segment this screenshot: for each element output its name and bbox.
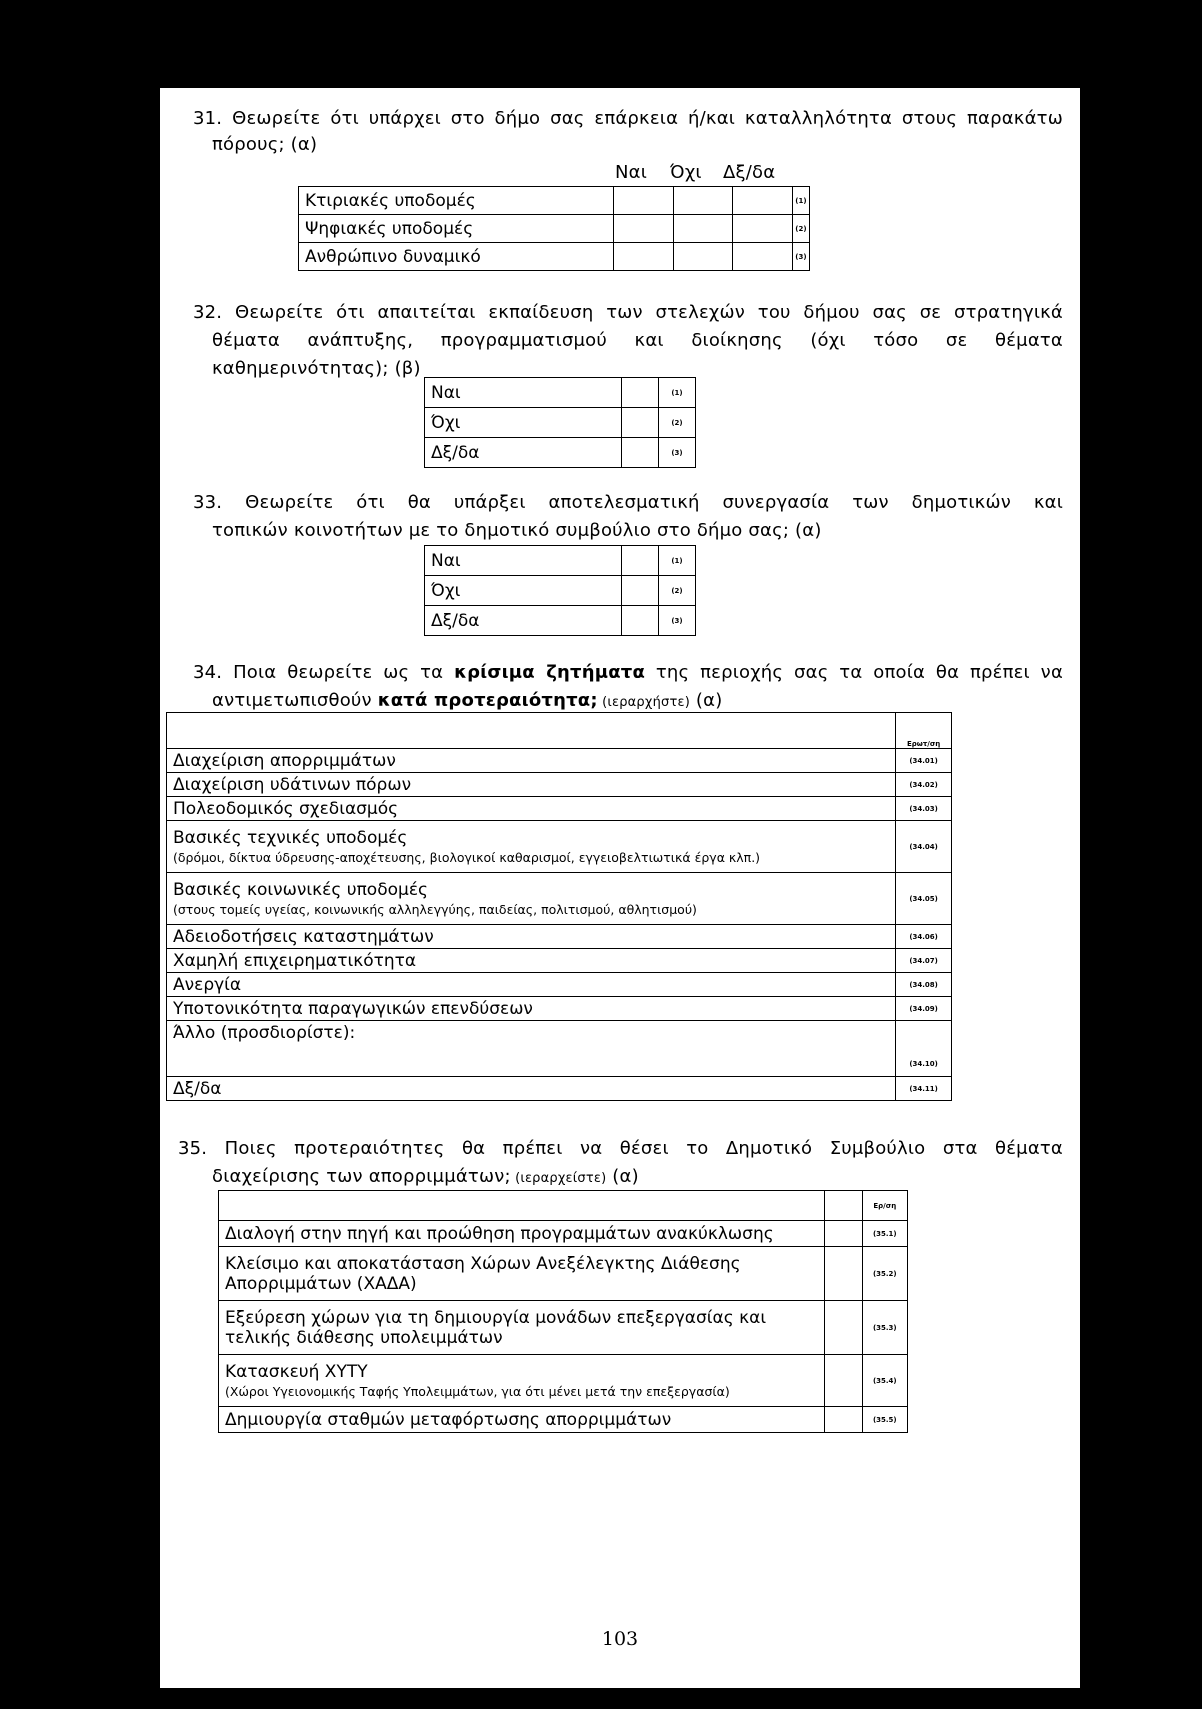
- q33-row-label: Όχι: [425, 576, 622, 606]
- q34-code: (34.02): [896, 773, 952, 797]
- q31-col-dk: Δξ/δα: [723, 162, 776, 183]
- table-row: [425, 576, 696, 606]
- q32-question-line3: καθημερινότητας); (β): [212, 358, 421, 379]
- q31-answer-dk[interactable]: [733, 243, 792, 271]
- q35-row-title2: Απορριμμάτων (ΧΑΔΑ): [225, 1273, 417, 1294]
- table-row: [425, 606, 696, 636]
- q35-row-label: Διαλογή στην πηγή και προώθηση προγραμμάτων ανακύκλωσης: [219, 1221, 825, 1247]
- q34-row-label: Δξ/δα: [167, 1077, 896, 1101]
- table-row: [167, 749, 952, 773]
- q33-code: (1): [659, 546, 696, 576]
- q34-code: (34.08): [896, 973, 952, 997]
- q34-row-label: Διαχείριση υδάτινων πόρων: [167, 773, 896, 797]
- q34-row-title: Βασικές τεχνικές υποδομές: [173, 828, 408, 848]
- q34-row-label: Ανεργία: [167, 973, 896, 997]
- q31-row-label: Κτιριακές υποδομές: [299, 187, 614, 215]
- q34-question-line1: [193, 662, 1063, 683]
- q34-code: (34.11): [896, 1077, 952, 1101]
- q32-answer-box[interactable]: [622, 378, 659, 408]
- q34-header: Ερωτ/ση: [896, 713, 952, 749]
- q31-col-yes: Ναι: [615, 162, 648, 183]
- q31-answer-dk[interactable]: [733, 215, 792, 243]
- q35-row-title: Κατασκευή ΧΥΤΥ: [225, 1362, 368, 1382]
- q31-table: [298, 186, 810, 271]
- q35-code: (35.1): [862, 1221, 907, 1247]
- table-row: [425, 438, 696, 468]
- q34-text-b: της περιοχής σας τα οποία θα πρέπει να: [645, 662, 1064, 683]
- q34-row-label: Πολεοδομικός σχεδιασμός: [167, 797, 896, 821]
- q32-row-label: Δξ/δα: [425, 438, 622, 468]
- q34-question-line2: [212, 690, 722, 711]
- q31-question-line1: 31. Θεωρείτε ότι υπάρχει στο δήμο σας επάρκεια ή/και καταλληλότητα στους παρακάτω: [193, 108, 1063, 129]
- q34-row-sub: (δρόμοι, δίκτυα ύδρευσης-αποχέτευσης, βιολογικοί καθαρισμοί, εγγειοβελτιωτικά έργα κλπ.): [173, 850, 761, 865]
- q32-code: (1): [659, 378, 696, 408]
- q31-answer-yes[interactable]: [614, 187, 673, 215]
- table-row: [219, 1247, 908, 1301]
- q33-answer-box[interactable]: [622, 546, 659, 576]
- q34-text-bold: κρίσιμα ζητήματα: [454, 662, 646, 683]
- q35-text-small: (ιεραρχείστε): [510, 1171, 607, 1186]
- q34-row-label[interactable]: Άλλο (προσδιορίστε):: [167, 1021, 896, 1077]
- q35-table: [218, 1190, 908, 1433]
- table-row: [299, 215, 810, 243]
- q31-row-label: Ψηφιακές υποδομές: [299, 215, 614, 243]
- q33-table: [424, 545, 696, 636]
- q34-row-label: Αδειοδοτήσεις καταστημάτων: [167, 925, 896, 949]
- q35-code: (35.4): [862, 1355, 907, 1407]
- q34-row-sub: (στους τομείς υγείας, κοινωνικής αλληλεγγύης, παιδείας, πολιτισμού, αθλητισμού): [173, 902, 697, 917]
- table-row: [167, 997, 952, 1021]
- table-row: [219, 1355, 908, 1407]
- q34-text-bold2: κατά προτεραιότητα;: [377, 690, 598, 711]
- q34-code: (34.09): [896, 997, 952, 1021]
- q35-code: (35.2): [862, 1247, 907, 1301]
- q34-code: (34.01): [896, 749, 952, 773]
- table-row: [425, 546, 696, 576]
- table-row: [299, 243, 810, 271]
- q34-text-small: (ιεραρχήστε): [597, 695, 690, 710]
- table-row: [167, 873, 952, 925]
- q35-row-label: [219, 1247, 825, 1301]
- q32-row-label: Όχι: [425, 408, 622, 438]
- q31-code: (3): [792, 243, 809, 271]
- q32-question-line2: θέματα ανάπτυξης, προγραμματισμού και διοίκησης (όχι τόσο σε θέματα: [212, 330, 1063, 351]
- q31-answer-no[interactable]: [673, 243, 732, 271]
- table-row: [167, 949, 952, 973]
- q33-row-label: Ναι: [425, 546, 622, 576]
- q32-code: (2): [659, 408, 696, 438]
- q33-answer-box[interactable]: [622, 606, 659, 636]
- q35-rank-header: [825, 1191, 862, 1221]
- q35-row-label: [219, 1301, 825, 1355]
- q31-question-line2: πόρους; (α): [212, 134, 318, 155]
- q34-text-c: αντιμετωπισθούν: [212, 690, 378, 711]
- q31-answer-no[interactable]: [673, 215, 732, 243]
- q35-header: Ερ/ση: [862, 1191, 907, 1221]
- page-number: 103: [601, 1628, 639, 1650]
- q35-row-title: Εξεύρεση χώρων για τη δημιουργία μονάδων επεξεργασίας και: [225, 1307, 767, 1328]
- q34-text-a: 34. Ποια θεωρείτε ως τα: [193, 662, 455, 683]
- q35-rank-box[interactable]: [825, 1301, 862, 1355]
- q34-row-label: Υποτονικότητα παραγωγικών επενδύσεων: [167, 997, 896, 1021]
- q34-code: (34.05): [896, 873, 952, 925]
- q35-row-title: Κλείσιμο και αποκατάσταση Χώρων Ανεξέλεγκτης Διάθεσης: [225, 1253, 741, 1274]
- q32-answer-box[interactable]: [622, 438, 659, 468]
- q32-code: (3): [659, 438, 696, 468]
- q34-row-title: Βασικές κοινωνικές υποδομές: [173, 880, 428, 900]
- q35-rank-box[interactable]: [825, 1355, 862, 1407]
- q35-row-label: Δημιουργία σταθμών μεταφόρτωσης απορριμμάτων: [219, 1407, 825, 1433]
- document-page: [160, 88, 1080, 1688]
- table-row: [167, 821, 952, 873]
- q31-code: (2): [792, 215, 809, 243]
- q32-answer-box[interactable]: [622, 408, 659, 438]
- q34-text-end: (α): [689, 690, 723, 711]
- q33-row-label: Δξ/δα: [425, 606, 622, 636]
- table-row: [425, 408, 696, 438]
- q34-code: (34.03): [896, 797, 952, 821]
- q35-header-blank: [219, 1191, 825, 1221]
- q34-code: (34.07): [896, 949, 952, 973]
- q35-row-sub: (Χώροι Υγειονομικής Ταφής Υπολειμμάτων, για ότι μένει μετά την επεξεργασία): [225, 1384, 730, 1399]
- q34-row-label: [167, 821, 896, 873]
- q31-row-label: Ανθρώπινο δυναμικό: [299, 243, 614, 271]
- q32-table: [424, 377, 696, 468]
- q34-table: [166, 712, 952, 1101]
- q35-rank-box[interactable]: [825, 1407, 862, 1433]
- table-row: [167, 925, 952, 949]
- q34-row-label: Χαμηλή επιχειρηματικότητα: [167, 949, 896, 973]
- table-row: [167, 1021, 952, 1077]
- q35-row-label: [219, 1355, 825, 1407]
- q31-answer-yes[interactable]: [614, 243, 673, 271]
- q34-row-label: Διαχείριση απορριμμάτων: [167, 749, 896, 773]
- table-row: [219, 1407, 908, 1433]
- q31-col-no: Όχι: [670, 162, 702, 183]
- q31-answer-dk[interactable]: [733, 187, 792, 215]
- q31-answer-yes[interactable]: [614, 215, 673, 243]
- table-row: [167, 1077, 952, 1101]
- q34-code: (34.04): [896, 821, 952, 873]
- table-row: [219, 1191, 908, 1221]
- table-row: [167, 797, 952, 821]
- q34-header-blank: [167, 713, 896, 749]
- q33-question-line1: 33. Θεωρείτε ότι θα υπάρξει αποτελεσματική συνεργασία των δημοτικών και: [193, 492, 1063, 513]
- table-row: [425, 378, 696, 408]
- q33-answer-box[interactable]: [622, 576, 659, 606]
- q35-text-a: διαχείρισης των απορριμμάτων;: [212, 1166, 511, 1187]
- q32-question-line1: 32. Θεωρείτε ότι απαιτείται εκπαίδευση των στελεχών του δήμου σας σε στρατηγικά: [193, 302, 1063, 323]
- q34-row-label: [167, 873, 896, 925]
- q35-rank-box[interactable]: [825, 1221, 862, 1247]
- q31-code: (1): [792, 187, 809, 215]
- table-row: [167, 713, 952, 749]
- q33-code: (3): [659, 606, 696, 636]
- q31-answer-no[interactable]: [673, 187, 732, 215]
- table-row: [219, 1221, 908, 1247]
- q35-row-title2: τελικής διάθεσης υπολειμμάτων: [225, 1327, 503, 1348]
- q35-question-line1: 35. Ποιες προτεραιότητες θα πρέπει να θέσει το Δημοτικό Συμβούλιο στα θέματα: [178, 1138, 1063, 1159]
- q34-code: (34.06): [896, 925, 952, 949]
- q35-code: (35.5): [862, 1407, 907, 1433]
- q34-code: (34.10): [896, 1021, 952, 1077]
- table-row: [219, 1301, 908, 1355]
- q33-question-line2: τοπικών κοινοτήτων με το δημοτικό συμβούλιο στο δήμο σας; (α): [212, 520, 822, 541]
- q35-rank-box[interactable]: [825, 1247, 862, 1301]
- q32-row-label: Ναι: [425, 378, 622, 408]
- q35-question-line2: [212, 1166, 639, 1187]
- q33-code: (2): [659, 576, 696, 606]
- q35-code: (35.3): [862, 1301, 907, 1355]
- table-row: [167, 773, 952, 797]
- table-row: [299, 187, 810, 215]
- q35-text-end: (α): [606, 1166, 639, 1187]
- table-row: [167, 973, 952, 997]
